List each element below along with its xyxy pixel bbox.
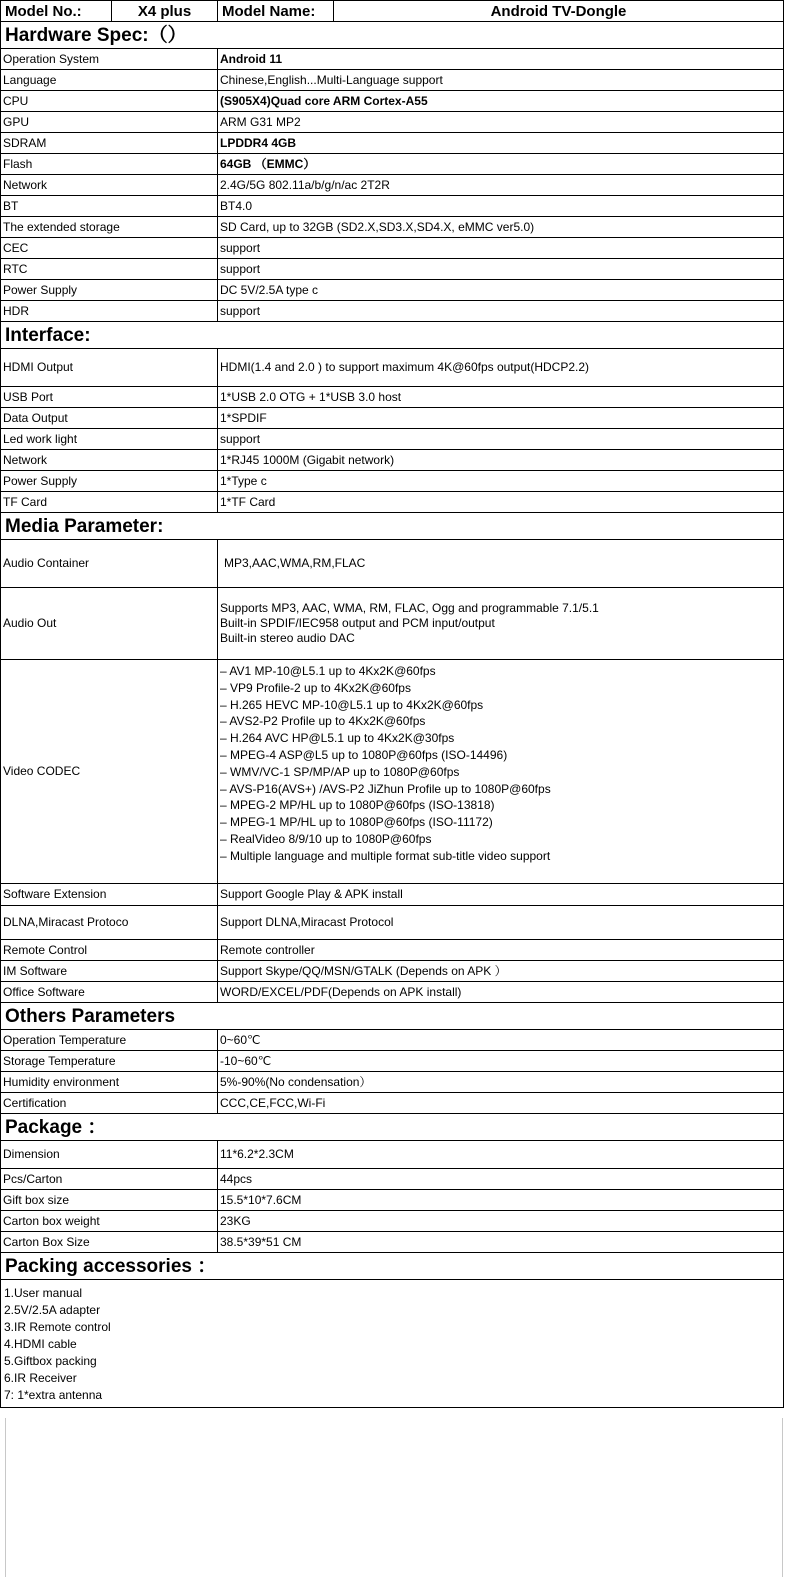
row-value: -10~60℃ xyxy=(218,1051,784,1072)
section-media xyxy=(1,513,784,540)
row-value: 5%-90%(No condensation） xyxy=(218,1072,784,1093)
audio-out-line: Built-in SPDIF/IEC958 output and PCM input/output xyxy=(220,616,495,630)
table-row xyxy=(1,1072,784,1093)
table-row xyxy=(1,49,784,70)
row-label: Software Extension xyxy=(1,884,218,906)
table-row xyxy=(1,429,784,450)
row-label: CEC xyxy=(1,238,218,259)
row-label: Pcs/Carton xyxy=(1,1169,218,1190)
accessories-row xyxy=(1,1280,784,1408)
row-value: 11*6.2*2.3CM xyxy=(218,1141,784,1169)
row-value: DC 5V/2.5A type c xyxy=(218,280,784,301)
codec-line: – AV1 MP-10@L5.1 up to 4Kx2K@60fps xyxy=(220,664,436,678)
table-row xyxy=(1,1232,784,1253)
row-value: HDMI(1.4 and 2.0 ) to support maximum 4K@60fps output(HDCP2.2) xyxy=(218,349,784,387)
section-title: Others Parameters xyxy=(1,1003,784,1030)
table-row xyxy=(1,982,784,1003)
table-row xyxy=(1,154,784,175)
row-label: IM Software xyxy=(1,961,218,982)
codec-line: – H.265 HEVC MP-10@L5.1 up to 4Kx2K@60fps xyxy=(220,697,484,712)
table-row xyxy=(1,906,784,940)
table-row xyxy=(1,1093,784,1114)
row-value: 0~60℃ xyxy=(218,1030,784,1051)
model-no-value: X4 plus xyxy=(112,1,218,22)
audio-out-line: Built-in stereo audio DAC xyxy=(220,631,355,645)
codec-line: – MPEG-4 ASP@L5 up to 1080P@60fps (ISO-14496) xyxy=(220,747,508,762)
list-item: 6.IR Receiver xyxy=(4,1371,77,1385)
row-value: support xyxy=(218,259,784,280)
row-label: Led work light xyxy=(1,429,218,450)
codec-line: – WMV/VC-1 SP/MP/AP up to 1080P@60fps xyxy=(220,764,460,779)
table-row xyxy=(1,408,784,429)
row-value: Support Skype/QQ/MSN/GTALK (Depends on APK ） xyxy=(218,961,784,982)
table-row xyxy=(1,387,784,408)
row-value: LPDDR4 4GB xyxy=(218,133,784,154)
table-row xyxy=(1,471,784,492)
list-item: 2.5V/2.5A adapter xyxy=(4,1303,101,1317)
table-row xyxy=(1,280,784,301)
row-label: BT xyxy=(1,196,218,217)
table-row xyxy=(1,196,784,217)
model-name-label: Model Name: xyxy=(218,1,334,22)
codec-line: – AVS2-P2 Profile up to 4Kx2K@60fps xyxy=(220,714,426,729)
codec-line: – AVS-P16(AVS+) /AVS-P2 JiZhun Profile up to 1080P@60fps xyxy=(220,781,551,796)
table-row xyxy=(1,1030,784,1051)
model-header-row xyxy=(1,1,784,22)
table-row xyxy=(1,588,784,660)
row-label: Certification xyxy=(1,1093,218,1114)
codec-line: – H.264 AVC HP@L5.1 up to 4Kx2K@30fps xyxy=(220,731,455,746)
table-row xyxy=(1,1051,784,1072)
section-title: Interface: xyxy=(1,322,784,349)
table-row xyxy=(1,540,784,588)
row-value: Support Google Play & APK install xyxy=(218,884,784,906)
row-value: 1*Type c xyxy=(218,471,784,492)
row-label: Storage Temperature xyxy=(1,1051,218,1072)
sheet-gridline xyxy=(5,1418,7,1577)
table-row xyxy=(1,660,784,884)
row-value: 1*USB 2.0 OTG + 1*USB 3.0 host xyxy=(218,387,784,408)
row-label: Audio Container xyxy=(1,540,218,588)
row-label: Office Software xyxy=(1,982,218,1003)
row-value: Chinese,English...Multi-Language support xyxy=(218,70,784,91)
row-label: USB Port xyxy=(1,387,218,408)
row-value: WORD/EXCEL/PDF(Depends on APK install) xyxy=(218,982,784,1003)
section-others xyxy=(1,1003,784,1030)
row-label: CPU xyxy=(1,91,218,112)
table-row xyxy=(1,884,784,906)
list-item: 1.User manual xyxy=(4,1286,83,1300)
row-value: support xyxy=(218,301,784,322)
codec-line: – Multiple language and multiple format sub-title video support xyxy=(220,848,551,863)
list-item: 5.Giftbox packing xyxy=(4,1354,97,1368)
row-label: Remote Control xyxy=(1,940,218,961)
table-row xyxy=(1,1141,784,1169)
row-label: Flash xyxy=(1,154,218,175)
table-row xyxy=(1,301,784,322)
table-row xyxy=(1,1190,784,1211)
codec-line: – MPEG-1 MP/HL up to 1080P@60fps (ISO-11172) xyxy=(220,815,493,830)
video-codec-value xyxy=(218,660,784,884)
row-value: support xyxy=(218,429,784,450)
row-value: 1*TF Card xyxy=(218,492,784,513)
table-row xyxy=(1,349,784,387)
row-label: TF Card xyxy=(1,492,218,513)
row-label: Network xyxy=(1,450,218,471)
table-row xyxy=(1,112,784,133)
row-label: SDRAM xyxy=(1,133,218,154)
section-title: Package ： xyxy=(1,1114,784,1141)
table-row xyxy=(1,940,784,961)
sheet-gridline xyxy=(782,1418,784,1577)
row-label: Power Supply xyxy=(1,471,218,492)
table-row xyxy=(1,1211,784,1232)
row-label: Carton Box Size xyxy=(1,1232,218,1253)
row-value: 1*RJ45 1000M (Gigabit network) xyxy=(218,450,784,471)
model-no-label: Model No.: xyxy=(1,1,112,22)
list-item: 3.IR Remote control xyxy=(4,1320,111,1334)
row-label: Network xyxy=(1,175,218,196)
section-interface xyxy=(1,322,784,349)
row-value: CCC,CE,FCC,Wi-Fi xyxy=(218,1093,784,1114)
row-label: RTC xyxy=(1,259,218,280)
table-row xyxy=(1,133,784,154)
audio-out-value xyxy=(218,588,784,660)
row-value: Remote controller xyxy=(218,940,784,961)
codec-line: – VP9 Profile-2 up to 4Kx2K@60fps xyxy=(220,680,411,695)
row-value: 23KG xyxy=(218,1211,784,1232)
row-value: 1*SPDIF xyxy=(218,408,784,429)
section-accessories xyxy=(1,1253,784,1280)
row-label: The extended storage xyxy=(1,217,218,238)
row-label: Video CODEC xyxy=(1,660,218,884)
section-title: Packing accessories ： xyxy=(1,1253,784,1280)
audio-out-line: Supports MP3, AAC, WMA, RM, FLAC, Ogg and programmable 7.1/5.1 xyxy=(220,601,599,615)
row-value: Android 11 xyxy=(218,49,784,70)
row-label: Operation System xyxy=(1,49,218,70)
table-row xyxy=(1,175,784,196)
row-value: MP3,AAC,WMA,RM,FLAC xyxy=(218,540,784,588)
section-title: Media Parameter: xyxy=(1,513,784,540)
table-row xyxy=(1,217,784,238)
row-value: Support DLNA,Miracast Protocol xyxy=(218,906,784,940)
codec-line: – MPEG-2 MP/HL up to 1080P@60fps (ISO-13818) xyxy=(220,798,495,813)
table-row xyxy=(1,70,784,91)
row-value: support xyxy=(218,238,784,259)
row-value: 15.5*10*7.6CM xyxy=(218,1190,784,1211)
row-value: BT4.0 xyxy=(218,196,784,217)
accessories-list xyxy=(1,1280,784,1408)
row-label: Operation Temperature xyxy=(1,1030,218,1051)
section-hardware xyxy=(1,22,784,49)
row-value: 64GB （EMMC） xyxy=(218,154,784,175)
row-label: Language xyxy=(1,70,218,91)
section-title: Hardware Spec:（） xyxy=(1,22,784,49)
row-label: Humidity environment xyxy=(1,1072,218,1093)
table-row xyxy=(1,91,784,112)
codec-line: – RealVideo 8/9/10 up to 1080P@60fps xyxy=(220,831,432,846)
row-label: Data Output xyxy=(1,408,218,429)
row-value: ARM G31 MP2 xyxy=(218,112,784,133)
row-value: 2.4G/5G 802.11a/b/g/n/ac 2T2R xyxy=(218,175,784,196)
row-value: SD Card, up to 32GB (SD2.X,SD3.X,SD4.X, eMMC ver5.0) xyxy=(218,217,784,238)
row-label: Gift box size xyxy=(1,1190,218,1211)
table-row xyxy=(1,259,784,280)
row-label: Carton box weight xyxy=(1,1211,218,1232)
table-row xyxy=(1,961,784,982)
row-label: Power Supply xyxy=(1,280,218,301)
row-label: HDMI Output xyxy=(1,349,218,387)
row-value: (S905X4)Quad core ARM Cortex-A55 xyxy=(218,91,784,112)
row-value: 38.5*39*51 CM xyxy=(218,1232,784,1253)
model-name-value: Android TV-Dongle xyxy=(334,1,784,22)
section-package xyxy=(1,1114,784,1141)
table-row xyxy=(1,450,784,471)
row-label: Dimension xyxy=(1,1141,218,1169)
list-item: 4.HDMI cable xyxy=(4,1337,77,1351)
row-label: GPU xyxy=(1,112,218,133)
list-item: 7: 1*extra antenna xyxy=(4,1388,103,1402)
table-row xyxy=(1,1169,784,1190)
table-row xyxy=(1,492,784,513)
row-label: Audio Out xyxy=(1,588,218,660)
row-label: DLNA,Miracast Protoco xyxy=(1,906,218,940)
row-value: 44pcs xyxy=(218,1169,784,1190)
table-row xyxy=(1,238,784,259)
row-label: HDR xyxy=(1,301,218,322)
